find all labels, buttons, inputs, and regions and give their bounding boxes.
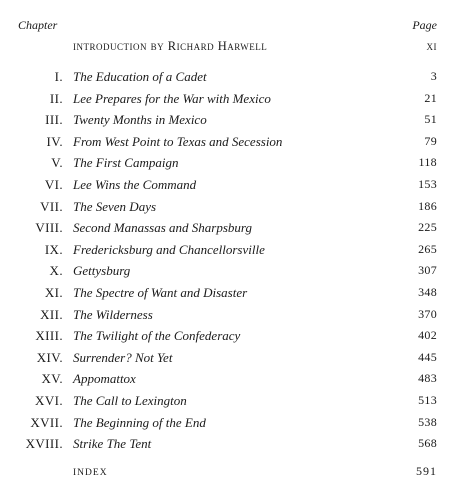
chapter-row [0, 217, 467, 239]
chapter-title: Twenty Months in Mexico [73, 112, 207, 128]
chapter-column-header: Chapter [18, 18, 58, 32]
introduction-label: introduction by Richard Harwell [73, 39, 268, 53]
chapter-row [0, 152, 467, 174]
chapter-page: 348 [418, 284, 437, 299]
chapter-number: XII. [40, 306, 63, 322]
chapter-page: 265 [418, 241, 437, 256]
chapter-title: Surrender? Not Yet [73, 349, 173, 365]
chapter-page: 118 [418, 155, 437, 170]
chapter-title: The Twilight of the Confederacy [73, 328, 241, 344]
chapter-number: III. [45, 112, 63, 128]
chapter-page: 79 [424, 133, 437, 148]
chapter-row [0, 239, 467, 261]
chapter-page: 51 [424, 112, 437, 127]
chapter-title: Lee Wins the Command [73, 176, 197, 192]
chapter-number: II. [49, 90, 63, 106]
chapter-row [0, 131, 467, 153]
chapter-title: The First Campaign [73, 155, 179, 171]
chapter-row [0, 412, 467, 434]
chapter-page: 513 [418, 392, 437, 407]
page-column-header: Page [412, 18, 437, 32]
chapter-title: The Spectre of Want and Disaster [73, 284, 248, 300]
chapter-page: 21 [424, 90, 437, 105]
chapter-row [0, 390, 467, 412]
chapter-title: The Call to Lexington [73, 392, 187, 408]
chapter-title: The Beginning of the End [73, 414, 206, 430]
chapter-number: IV. [46, 133, 63, 149]
chapter-row [0, 347, 467, 369]
chapter-page: 3 [430, 69, 437, 83]
chapter-title: The Education of a Cadet [73, 69, 207, 84]
chapter-row [0, 88, 467, 110]
chapter-row [0, 325, 467, 347]
chapter-number: I. [54, 69, 63, 84]
chapter-page: 402 [418, 328, 437, 343]
chapter-number: XVII. [30, 414, 63, 430]
chapter-page: 538 [418, 414, 437, 429]
chapter-page: 186 [418, 198, 437, 213]
chapter-row [0, 109, 467, 131]
chapter-title: Gettysburg [73, 263, 131, 279]
chapter-title: The Seven Days [73, 198, 157, 214]
chapter-number: V. [51, 155, 63, 171]
chapter-page: 307 [418, 263, 437, 278]
chapter-number: X. [49, 263, 63, 279]
chapter-page: 225 [418, 220, 437, 235]
index-label: INDEX [73, 468, 108, 478]
chapter-number: XV. [41, 371, 63, 387]
chapter-number: IX. [44, 241, 63, 257]
chapter-number: VI. [44, 176, 63, 192]
chapter-row [0, 196, 467, 218]
chapter-page: 483 [418, 371, 437, 386]
chapter-title: From West Point to Texas and Secession [73, 133, 283, 149]
chapter-page: 568 [418, 436, 437, 451]
chapter-row [0, 260, 467, 282]
chapter-number: XVIII. [25, 436, 63, 452]
chapter-title: The Wilderness [73, 306, 153, 322]
chapter-row [0, 433, 467, 455]
index-page: 591 [416, 464, 437, 478]
chapter-row [0, 174, 467, 196]
chapter-title: Strike The Tent [73, 436, 152, 452]
chapter-page: 153 [418, 176, 437, 191]
chapter-number: XI. [44, 284, 63, 300]
chapter-page: 445 [418, 349, 437, 364]
introduction-page: xi [426, 38, 437, 53]
chapter-title: Fredericksburg and Chancellorsville [73, 241, 265, 257]
chapter-number: VII. [40, 198, 63, 214]
chapter-title: Lee Prepares for the War with Mexico [73, 90, 271, 106]
chapter-number: VIII. [35, 220, 63, 236]
introduction-entry [73, 38, 437, 56]
chapter-row [0, 66, 467, 88]
chapter-row [0, 282, 467, 304]
chapter-number: XIII. [35, 328, 63, 344]
chapter-title: Appomattox [73, 371, 136, 387]
chapter-list [0, 66, 467, 455]
chapter-page: 370 [418, 306, 437, 321]
chapter-number: XVI. [35, 392, 63, 408]
chapter-row [0, 304, 467, 326]
chapter-title: Second Manassas and Sharpsburg [73, 220, 252, 236]
chapter-number: XIV. [36, 349, 63, 365]
chapter-row [0, 368, 467, 390]
index-entry [73, 464, 437, 482]
